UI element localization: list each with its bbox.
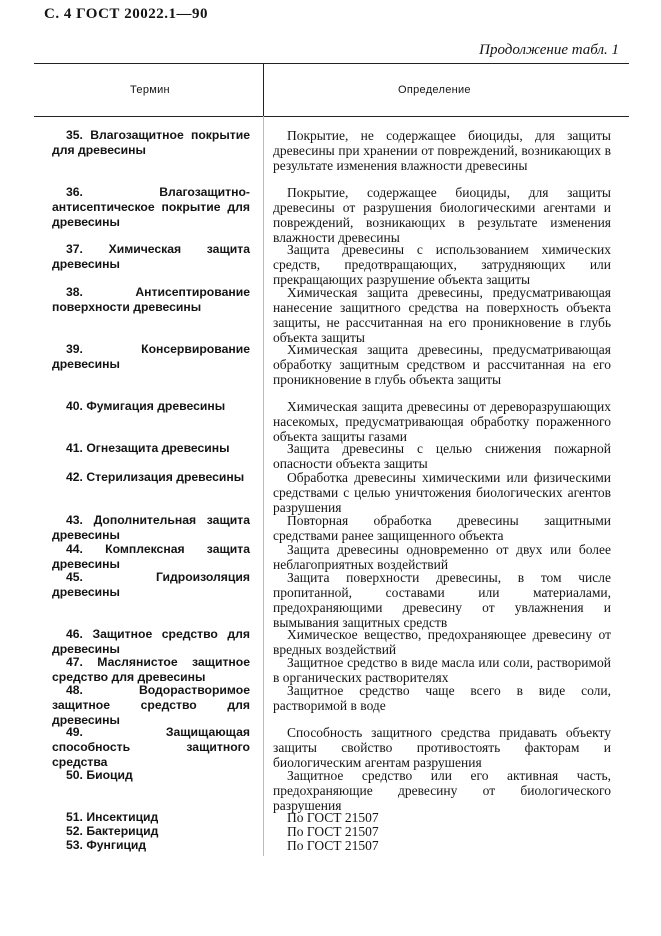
- term-43: 43. Дополнительная защита древесины: [52, 513, 250, 542]
- term-40: 40. Фумигация древесины: [66, 399, 226, 413]
- column-header-term: Термин: [130, 84, 170, 96]
- term-53: 53. Фунгицид: [66, 838, 147, 852]
- definition-38: Химическая защита древесины, предусматривающая нанесение защитного средства на поверхность объекта защиты, не рассчитанная на его проникновение в глубь объекта защиты: [273, 285, 611, 345]
- table-top-rule: [34, 63, 629, 64]
- definition-40: Химическая защита древесины от дереворазрушающих насекомых, предусматривающая обработку пораженного объекта защиты газами: [273, 399, 611, 444]
- column-header-definition: Определение: [398, 84, 471, 96]
- page-header: С. 4 ГОСТ 20022.1—90: [44, 6, 208, 22]
- term-46: 46. Защитное средство для древесины: [52, 627, 250, 656]
- table-header-rule: [34, 116, 629, 117]
- term-42: 42. Стерилизация древесины: [66, 470, 245, 484]
- definition-43: Повторная обработка древесины защитными средствами ранее защищенного объекта: [273, 513, 611, 543]
- term-45: 45. Гидроизоляция древесины: [52, 570, 250, 599]
- definition-44: Защита древесины одновременно от двух или более неблагоприятных воздействий: [273, 542, 611, 572]
- definition-47: Защитное средство в виде масла или соли, растворимой в органических растворителях: [273, 655, 611, 685]
- definition-52: По ГОСТ 21507: [287, 824, 379, 839]
- definition-39: Химическая защита древесины, предусматривающая обработку защитным средством и рассчитанная на его проникновение в глубь объекта защиты: [273, 342, 611, 387]
- definition-45: Защита поверхности древесины, в том числе пропитанной, составами или материалами, предохраняющими древесину от увлажнения и вымывания защитных средств: [273, 570, 611, 630]
- definition-51: По ГОСТ 21507: [287, 810, 379, 825]
- column-divider-body: [263, 116, 264, 856]
- term-47: 47. Маслянистое защитное средство для древесины: [52, 655, 250, 684]
- table-continuation-label: Продолжение табл. 1: [479, 42, 619, 58]
- term-37: 37. Химическая защита древесины: [52, 242, 250, 271]
- term-44: 44. Комплексная защита древесины: [52, 542, 250, 571]
- definition-50: Защитное средство или его активная часть, предохраняющие древесину от биологического разрушения: [273, 768, 611, 813]
- definition-41: Защита древесины с целью снижения пожарной опасности объекта защиты: [273, 441, 611, 471]
- definition-49: Способность защитного средства придавать объекту защиты свойство противостоять факторам и биологическим агентам разрушения: [273, 725, 611, 770]
- term-51: 51. Инсектицид: [66, 810, 159, 824]
- column-divider: [263, 63, 264, 116]
- term-38: 38. Антисептирование поверхности древесины: [52, 285, 250, 314]
- definition-36: Покрытие, содержащее биоциды, для защиты древесины от разрушения биологическими агентами и повреждений, возникающих в результате изменения влажности древесины: [273, 185, 611, 245]
- term-39: 39. Консервирование древесины: [52, 342, 250, 371]
- term-41: 41. Огнезащита древесины: [66, 441, 230, 455]
- term-52: 52. Бактерицид: [66, 824, 159, 838]
- term-36: 36. Влагозащитно-антисептическое покрытие для древесины: [52, 185, 250, 229]
- term-50: 50. Биоцид: [66, 768, 133, 782]
- term-35: 35. Влагозащитное покрытие для древесины: [52, 128, 250, 157]
- definition-42: Обработка древесины химическими или физическими средствами с целью уничтожения биологических агентов разрушения: [273, 470, 611, 515]
- definition-37: Защита древесины с использованием химических средств, предотвращающих, затрудняющих или прекращающих разрушение объекта защиты: [273, 242, 611, 287]
- term-49: 49. Защищающая способность защитного средства: [52, 725, 250, 769]
- definition-48: Защитное средство чаще всего в виде соли, растворимой в воде: [273, 683, 611, 713]
- term-48: 48. Водорастворимое защитное средство для древесины: [52, 683, 250, 727]
- definition-35: Покрытие, не содержащее биоциды, для защиты древесины при хранении от повреждений, возникающих в результате изменения влажности древесины: [273, 128, 611, 173]
- definition-53: По ГОСТ 21507: [287, 838, 379, 853]
- definition-46: Химическое вещество, предохраняющее древесину от вредных воздействий: [273, 627, 611, 657]
